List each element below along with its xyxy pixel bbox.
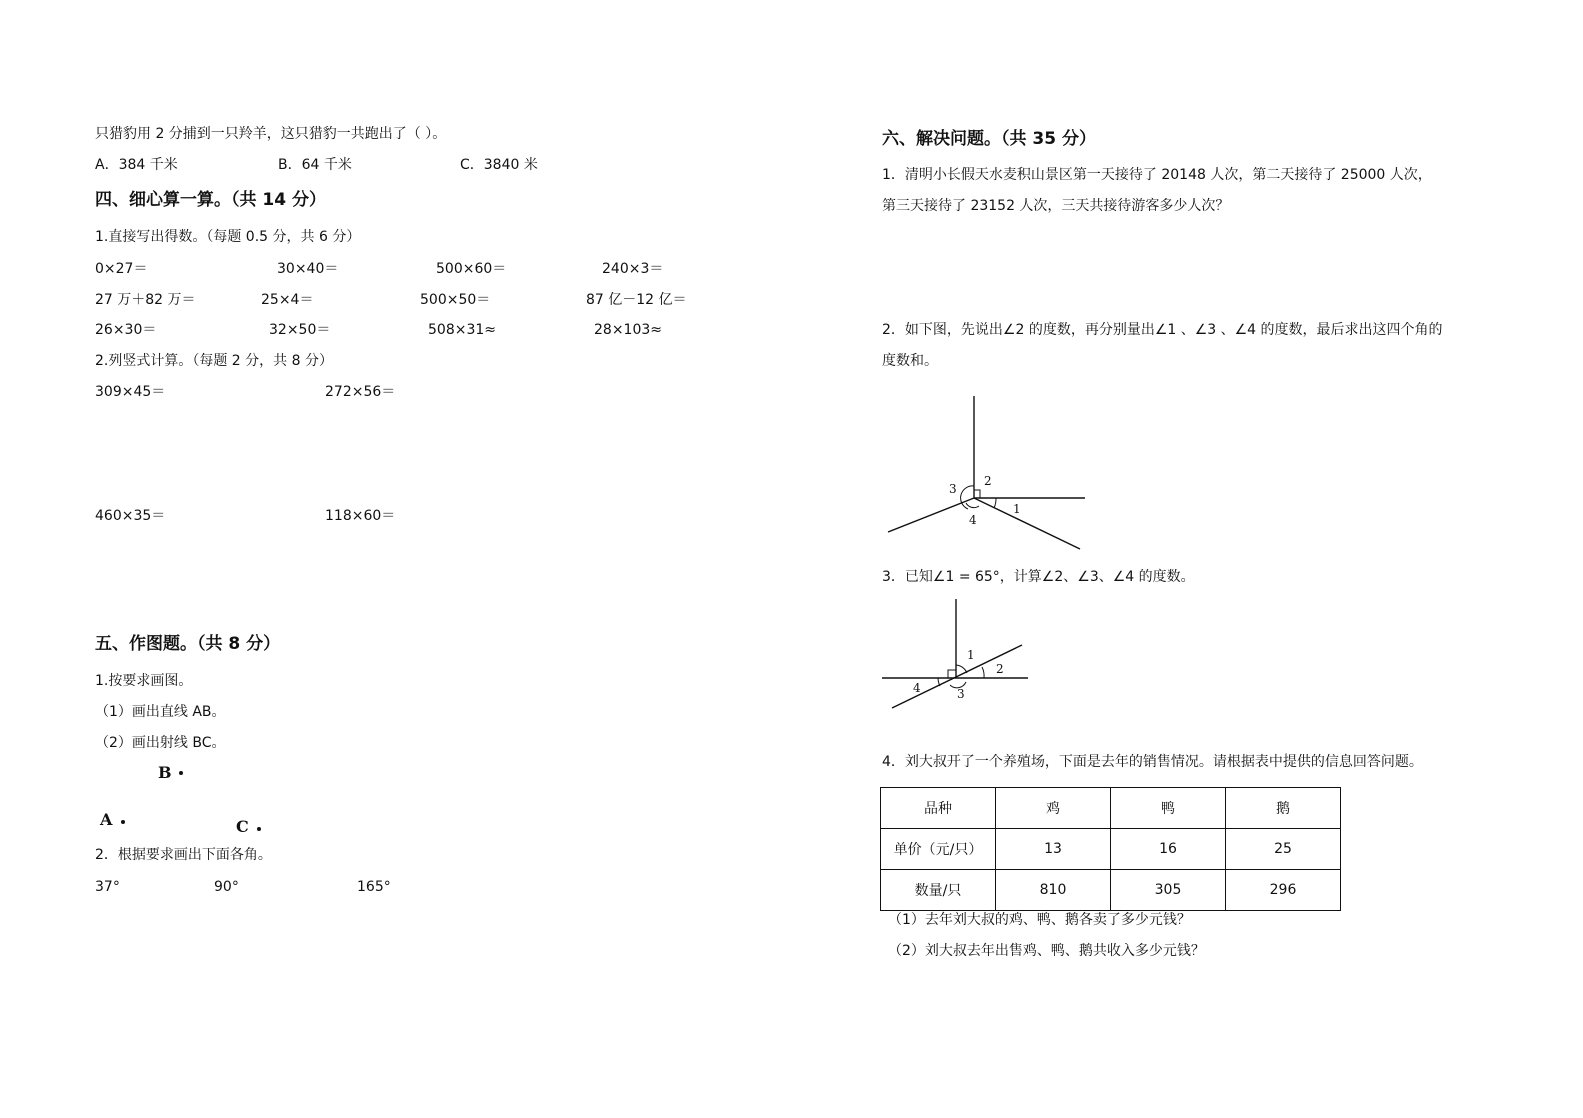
table-cell: 鸡 — [996, 788, 1111, 829]
table-row — [881, 870, 1341, 911]
fig2-label-1: 1 — [967, 648, 975, 662]
q2-line1: 2．如下图，先说出∠2 的度数，再分别量出∠1 、∠3 、∠4 的度数，最后求出这四个角的 — [882, 322, 1443, 338]
sales-table — [880, 787, 1341, 911]
cheetah-question: 只猎豹用 2 分捕到一只羚羊，这只猎豹一共跑出了（ ）。 — [95, 126, 447, 142]
point-c-dot — [257, 827, 261, 831]
angle-figure-2 — [880, 595, 1040, 715]
table-cell: 305 — [1111, 870, 1226, 911]
vertical-calc-item: 272×56＝ — [325, 384, 396, 400]
calc-item: 500×60＝ — [436, 261, 507, 277]
section4-title: 四、细心算一算。（共 14 分） — [95, 190, 326, 210]
draw-ray-instruction: （2）画出射线 BC。 — [95, 735, 226, 751]
fig1-label-3: 3 — [949, 482, 957, 496]
table-cell: 25 — [1226, 829, 1341, 870]
calc-item: 28×103≈ — [594, 322, 662, 338]
q3-text: 3．已知∠1 = 65°，计算∠2、∠3、∠4 的度数。 — [882, 569, 1195, 585]
calc-item: 27 万＋82 万＝ — [95, 292, 196, 308]
q4-sub2: （2）刘大叔去年出售鸡、鸭、鹅共收入多少元钱？ — [888, 943, 1205, 959]
section4-q1-title: 1.直接写出得数。（每题 0.5 分，共 6 分） — [95, 229, 361, 245]
option-a: A．384 千米 — [95, 157, 178, 173]
point-c-label: C — [236, 817, 249, 836]
table-cell: 数量/只 — [881, 870, 996, 911]
table-cell: 810 — [996, 870, 1111, 911]
section5-q2-title: 2．根据要求画出下面各角。 — [95, 847, 272, 863]
table-cell: 鹅 — [1226, 788, 1341, 829]
table-cell: 296 — [1226, 870, 1341, 911]
point-a-label: A — [100, 810, 113, 829]
fig2-label-3: 3 — [957, 687, 965, 701]
table-cell: 鸭 — [1111, 788, 1226, 829]
table-header-row — [881, 788, 1341, 829]
angle-90: 90° — [214, 879, 239, 895]
section5-title: 五、作图题。（共 8 分） — [95, 634, 281, 654]
point-a-dot — [121, 820, 125, 824]
q1-line2: 第三天接待了 23152 人次，三天共接待游客多少人次？ — [882, 198, 1230, 214]
fig1-label-4: 4 — [969, 513, 977, 527]
calc-item: 240×3＝ — [602, 261, 664, 277]
angle-figure-1 — [880, 390, 1100, 560]
table-cell: 16 — [1111, 829, 1226, 870]
table-row — [881, 829, 1341, 870]
fig1-label-2: 2 — [984, 474, 992, 488]
fig1-label-1: 1 — [1013, 502, 1021, 516]
calc-item: 508×31≈ — [428, 322, 496, 338]
point-b-dot — [179, 771, 183, 775]
calc-item: 30×40＝ — [277, 261, 339, 277]
table-cell: 品种 — [881, 788, 996, 829]
section5-q1-title: 1.按要求画图。 — [95, 673, 193, 689]
vertical-calc-item: 309×45＝ — [95, 384, 166, 400]
fig2-label-4: 4 — [913, 681, 921, 695]
vertical-calc-item: 460×35＝ — [95, 508, 166, 524]
q4-text: 4．刘大叔开了一个养殖场，下面是去年的销售情况。请根据表中提供的信息回答问题。 — [882, 754, 1423, 770]
q1-line1: 1．清明小长假天水麦积山景区第一天接待了 20148 人次，第二天接待了 25000 人次， — [882, 167, 1432, 183]
q2-line2: 度数和。 — [882, 353, 938, 369]
table-cell: 单价（元/只） — [881, 829, 996, 870]
q4-sub1: （1）去年刘大叔的鸡、鸭、鹅各卖了多少元钱？ — [888, 912, 1191, 928]
calc-item: 0×27＝ — [95, 261, 148, 277]
fig2-label-2: 2 — [996, 662, 1004, 676]
calc-item: 500×50＝ — [420, 292, 491, 308]
calc-item: 32×50＝ — [269, 322, 331, 338]
calc-item: 26×30＝ — [95, 322, 157, 338]
table-cell: 13 — [996, 829, 1111, 870]
angle-37: 37° — [95, 879, 120, 895]
section4-q2-title: 2.列竖式计算。（每题 2 分，共 8 分） — [95, 353, 333, 369]
calc-item: 87 亿－12 亿＝ — [586, 292, 687, 308]
option-c: C．3840 米 — [460, 157, 538, 173]
angle-165: 165° — [357, 879, 391, 895]
section6-title: 六、解决问题。（共 35 分） — [882, 129, 1096, 149]
calc-item: 25×4＝ — [261, 292, 314, 308]
vertical-calc-item: 118×60＝ — [325, 508, 396, 524]
option-b: B．64 千米 — [278, 157, 352, 173]
point-b-label: B — [158, 763, 172, 782]
draw-line-instruction: （1）画出直线 AB。 — [95, 704, 226, 720]
